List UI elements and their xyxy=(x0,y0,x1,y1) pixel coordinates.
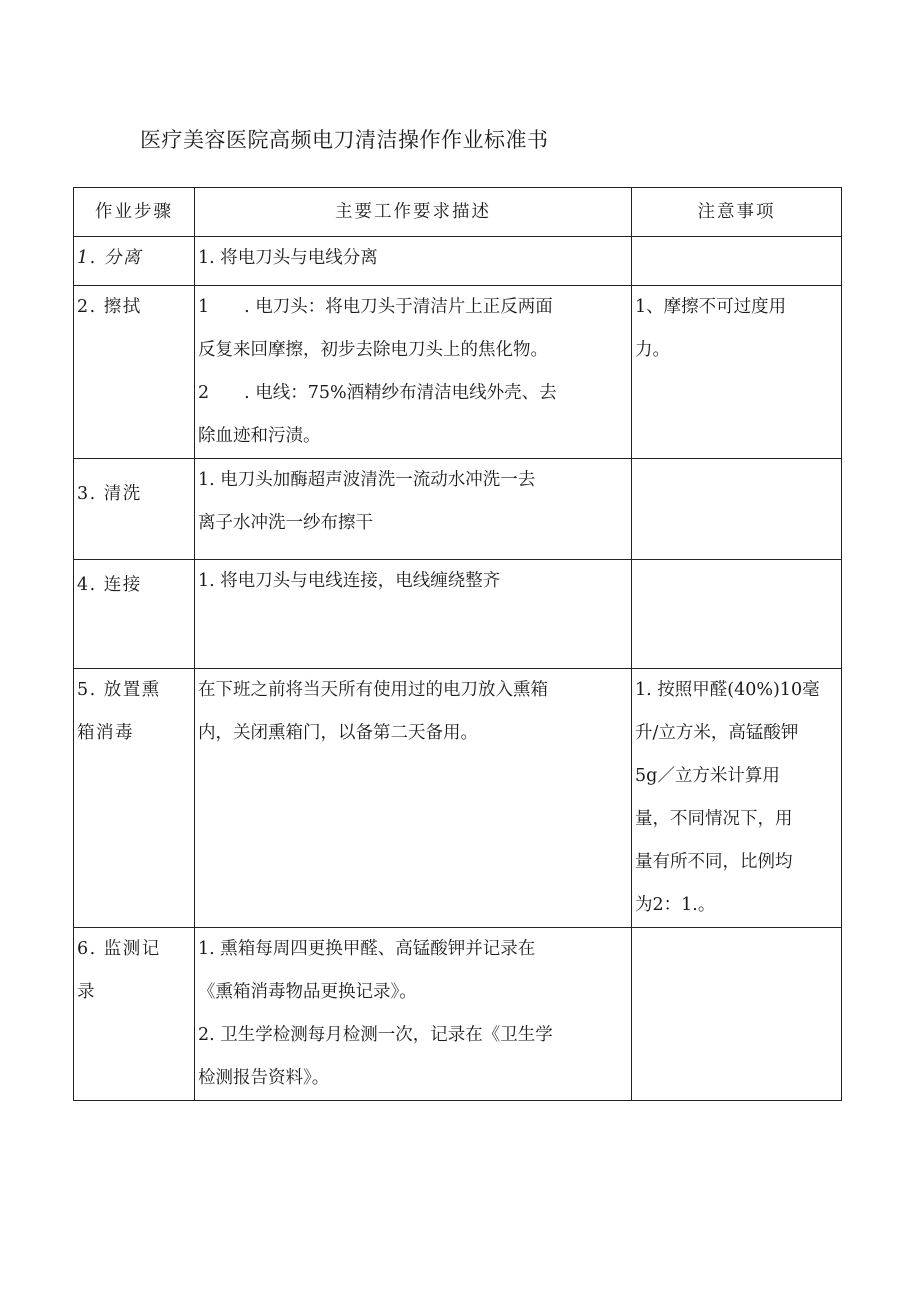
description-cell xyxy=(195,459,632,560)
description-cell xyxy=(195,669,632,928)
notes-cell xyxy=(632,286,842,459)
step-cell: 1. 分离 xyxy=(74,237,195,286)
description-line: 检测报告资料》。 xyxy=(198,1068,330,1088)
notes-cell xyxy=(632,560,842,669)
sop-table xyxy=(73,187,842,1101)
description-line: 1. 将电刀头与电线分离 xyxy=(198,248,378,268)
table-row xyxy=(74,928,842,1101)
step-line: 箱消毒 xyxy=(77,723,134,743)
header-notes: 注意事项 xyxy=(632,188,842,237)
description-line: 反复来回摩擦，初步去除电刀头上的焦化物。 xyxy=(198,340,548,360)
step-cell xyxy=(74,928,195,1101)
notes-line: 升/立方米，高锰酸钾 xyxy=(635,723,799,743)
notes-cell xyxy=(632,459,842,560)
description-cell xyxy=(195,928,632,1101)
notes-cell xyxy=(632,669,842,928)
description-cell xyxy=(195,560,632,669)
description-line: 1. 将电刀头与电线连接，电线缠绕整齐 xyxy=(198,571,501,591)
description-line: 《熏箱消毒物品更换记录》。 xyxy=(198,982,417,1002)
notes-line: 为2：1.。 xyxy=(635,895,716,915)
description-line: 内，关闭熏箱门，以备第二天备用。 xyxy=(198,723,478,743)
step-cell: 2. 擦拭 xyxy=(74,286,195,459)
header-description: 主要工作要求描述 xyxy=(195,188,632,237)
notes-line: 5g／立方米计算用 xyxy=(635,766,780,786)
table-row xyxy=(74,560,842,669)
table-row xyxy=(74,237,842,286)
description-line: 1. 电刀头加酶超声波清洗一流动水冲洗一去 xyxy=(198,470,536,490)
notes-cell xyxy=(632,237,842,286)
document-title: 医疗美容医院高频电刀清洁操作作业标准书 xyxy=(140,128,549,152)
table-row xyxy=(74,459,842,560)
header-step: 作业步骤 xyxy=(74,188,195,237)
table-row xyxy=(74,669,842,928)
notes-cell xyxy=(632,928,842,1101)
description-line: 离子水冲洗一纱布擦干 xyxy=(198,513,373,533)
description-line: 1. 熏箱每周四更换甲醛、高锰酸钾并记录在 xyxy=(198,939,536,959)
description-line: 1 . 电刀头：将电刀头于清洁片上正反两面 xyxy=(198,297,553,317)
step-cell: 4. 连接 xyxy=(74,560,195,669)
notes-line: 量有所不同，比例均 xyxy=(635,852,793,872)
step-line: 5. 放置熏 xyxy=(77,680,161,700)
notes-line: 量，不同情况下，用 xyxy=(635,809,793,829)
description-line: 在下班之前将当天所有使用过的电刀放入熏箱 xyxy=(198,680,548,700)
step-line: 6. 监测记 xyxy=(77,939,161,959)
table-header-row xyxy=(74,188,842,237)
description-cell xyxy=(195,237,632,286)
table-row xyxy=(74,286,842,459)
step-line: 录 xyxy=(77,982,96,1002)
description-cell xyxy=(195,286,632,459)
notes-line: 1、摩擦不可过度用 xyxy=(635,297,787,317)
notes-line: 1. 按照甲醛(40%)10毫 xyxy=(635,680,820,700)
step-cell xyxy=(74,669,195,928)
description-line: 2 . 电线：75%酒精纱布清洁电线外壳、去 xyxy=(198,383,557,403)
description-line: 2. 卫生学检测每月检测一次，记录在《卫生学 xyxy=(198,1025,553,1045)
step-cell: 3. 清洗 xyxy=(74,459,195,560)
notes-line: 力。 xyxy=(635,340,670,360)
description-line: 除血迹和污渍。 xyxy=(198,426,321,446)
